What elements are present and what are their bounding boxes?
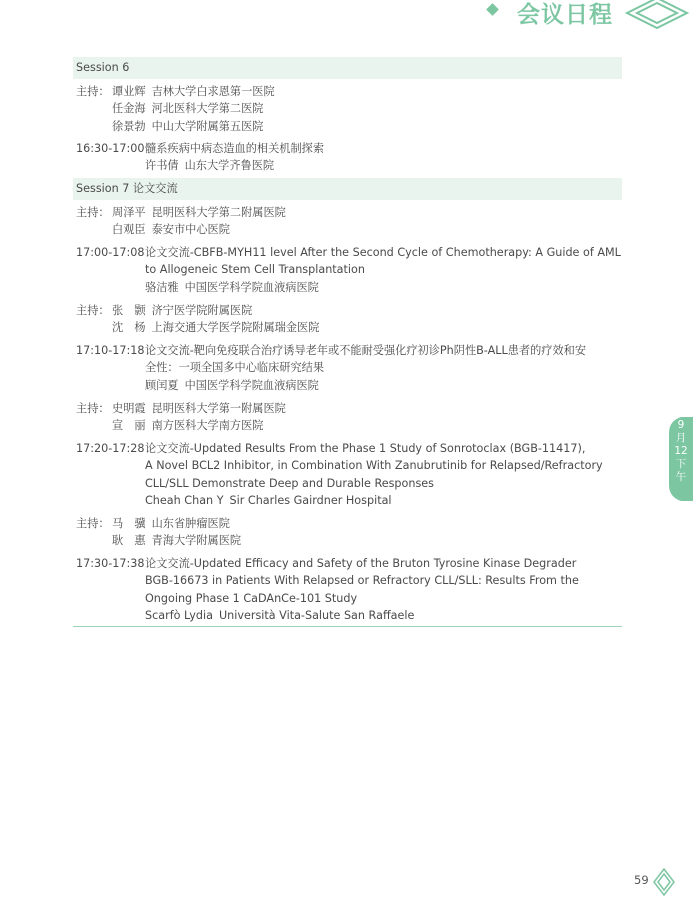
section-divider xyxy=(73,626,622,627)
double-diamond-icon xyxy=(621,0,693,30)
side-date-tab xyxy=(669,419,693,484)
host-entry: 耿 惠 青海大学附属医院 xyxy=(112,534,242,548)
footer-diamond-icon xyxy=(653,868,675,896)
host-list xyxy=(112,204,286,239)
talk-title-line: 论文交流-Updated Results From the Phase 1 Study of Sonrotoclax (BGB-11417), xyxy=(145,442,586,455)
talk-title-line: BGB-16673 in Patients With Relapsed or Refractory CLL/SLL: Results From the xyxy=(145,574,579,588)
talk-details xyxy=(145,342,586,394)
host-label: 主持： xyxy=(76,402,110,415)
session-7-header: Session 7 论文交流 xyxy=(73,178,622,200)
page-number: 59 xyxy=(634,873,649,887)
page-title: 会议日程 xyxy=(517,2,613,28)
host-entry: 任金海 河北医科大学第二医院 xyxy=(112,102,264,116)
side-tab-char: 月 xyxy=(675,432,687,444)
talk-speaker: Cheah Chan Y Sir Charles Gairdner Hospital xyxy=(145,494,392,508)
host-entry: 徐景勃 中山大学附属第五医院 xyxy=(112,119,264,133)
host-list xyxy=(112,302,319,337)
talk-details xyxy=(145,555,579,625)
talk-title-line: 髓系疾病中病态造血的相关机制探索 xyxy=(145,142,325,155)
talk-title-line: 全性：一项全国多中心临床研究结果 xyxy=(145,361,325,375)
host-label: 主持： xyxy=(76,85,110,98)
host-entry: 沈 杨 上海交通大学医学院附属瑞金医院 xyxy=(112,321,320,335)
talk-time: 17:30-17:38 xyxy=(76,557,145,570)
talk-title-line: Ongoing Phase 1 CaDAnCe-101 Study xyxy=(145,591,358,605)
talk-title-line: 论文交流-靶向免疫联合治疗诱导老年或不能耐受强化疗初诊Ph阴性B-ALL患者的疗效和安 xyxy=(145,344,587,357)
host-entry: 马 骥 山东省肿瘤医院 xyxy=(112,517,230,530)
host-entry: 张 颢 济宁医学院附属医院 xyxy=(112,304,253,317)
talk-details xyxy=(145,140,324,175)
talk-speaker: Scarfò Lydia Università Vita-Salute San Raffaele xyxy=(145,609,415,623)
side-tab-char: 9 xyxy=(677,419,685,431)
talk-title-line: 论文交流-CBFB-MYH11 level After the Second Cycle of Chemotherapy: A Guide of AML xyxy=(145,246,621,259)
talk-title-line: CLL/SLL Demonstrate Deep and Durable Responses xyxy=(145,476,435,490)
host-entry: 白观臣 泰安市中心医院 xyxy=(112,223,230,237)
side-tab-char: 下 xyxy=(675,458,687,470)
talk-time: 17:20-17:28 xyxy=(76,442,145,455)
talk-speaker: 骆洁雅 中国医学科学院血液病医院 xyxy=(145,280,319,294)
host-entry: 史明霞 昆明医科大学第一附属医院 xyxy=(112,402,286,415)
host-label: 主持： xyxy=(76,206,110,219)
talk-speaker: 许书倩 山东大学齐鲁医院 xyxy=(145,159,275,173)
talk-time: 16:30-17:00 xyxy=(76,142,145,155)
header-diamond-icon xyxy=(486,3,499,16)
host-entry: 宣 丽 南方医科大学南方医院 xyxy=(112,419,264,433)
side-tab-char: 12 xyxy=(674,445,688,457)
host-list xyxy=(112,83,275,135)
side-tab-char: 午 xyxy=(675,471,687,483)
talk-time: 17:10-17:18 xyxy=(76,344,145,357)
talk-title-line: to Allogeneic Stem Cell Transplantation xyxy=(145,263,365,277)
talk-title-line: A Novel BCL2 Inhibitor, in Combination With Zanubrutinib for Relapsed/Refractory xyxy=(145,459,603,473)
talk-title-line: 论文交流-Updated Efficacy and Safety of the Bruton Tyrosine Kinase Degrader xyxy=(145,557,577,570)
talk-details xyxy=(145,244,621,296)
host-entry: 谭业辉 吉林大学白求恩第一医院 xyxy=(112,85,275,98)
host-list xyxy=(112,400,286,435)
host-entry: 周泽平 昆明医科大学第二附属医院 xyxy=(112,206,286,219)
session-6-header: Session 6 xyxy=(73,57,622,79)
host-label: 主持： xyxy=(76,517,110,530)
talk-speaker: 顾闰夏 中国医学科学院血液病医院 xyxy=(145,378,319,392)
host-list xyxy=(112,515,241,550)
host-label: 主持： xyxy=(76,304,110,317)
talk-time: 17:00-17:08 xyxy=(76,246,145,259)
talk-details xyxy=(145,440,603,510)
